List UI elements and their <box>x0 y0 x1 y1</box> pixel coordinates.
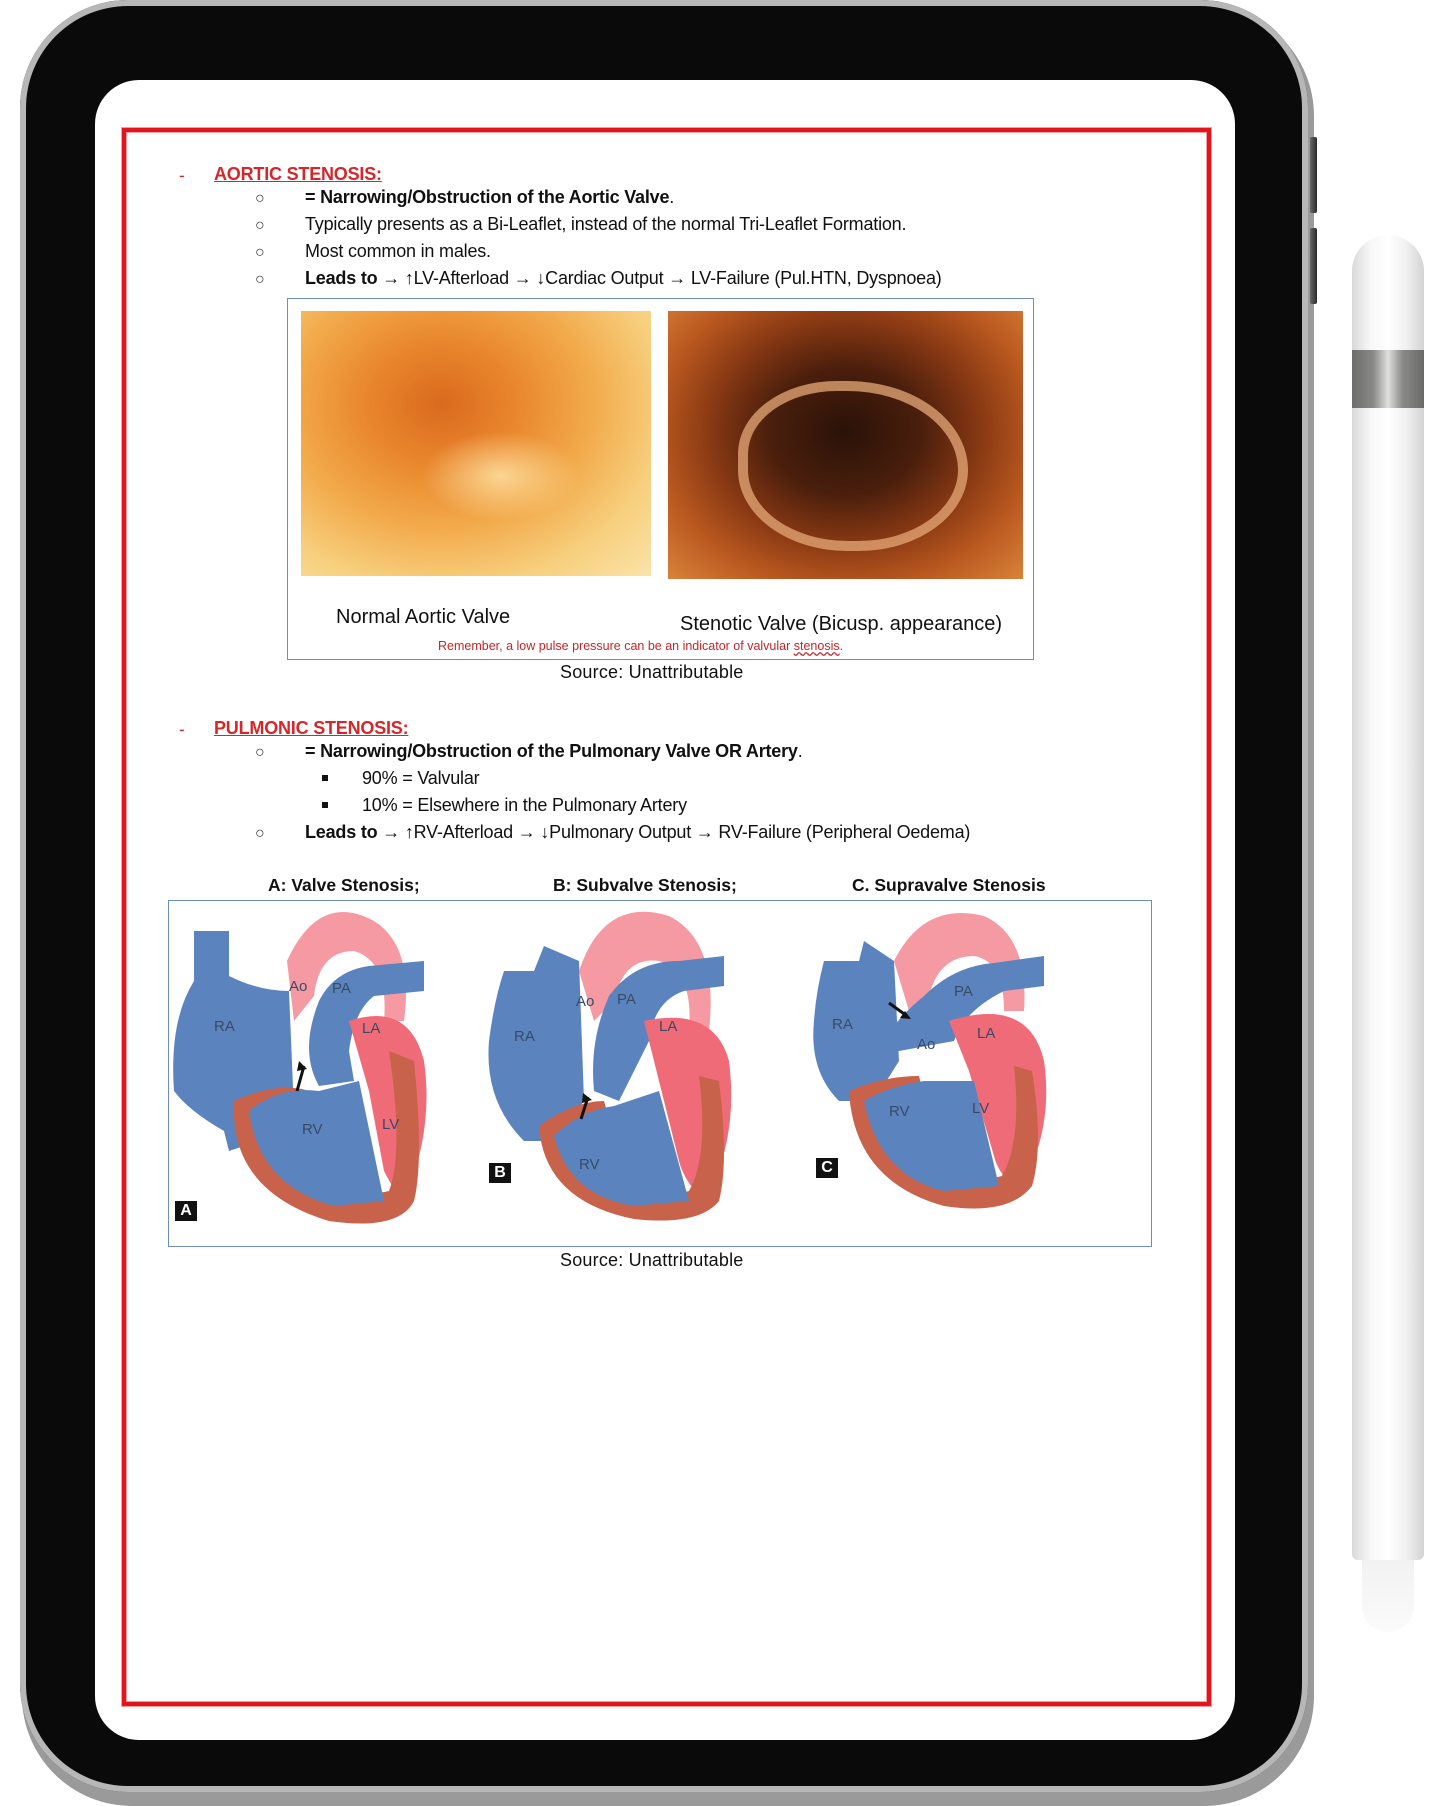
svg-text:RV: RV <box>579 1156 600 1173</box>
svg-text:PA: PA <box>617 991 636 1008</box>
bullet-circle-icon: ○ <box>255 244 265 261</box>
bullet-square-icon <box>322 802 328 808</box>
heart-illustration <box>804 901 1124 1246</box>
pulmonic-bullet-1: ○ = Narrowing/Obstruction of the Pulmonary Valve OR Artery. <box>255 741 803 761</box>
svg-text:LA: LA <box>362 1020 381 1037</box>
svg-text:LV: LV <box>972 1100 990 1117</box>
aortic-stenosis-heading: AORTIC STENOSIS: <box>214 164 382 184</box>
volume-up-button[interactable] <box>1310 137 1317 213</box>
pulmonic-bullet-2: ○ Leads to → ↑RV-Afterload → ↓Pulmonary Output → RV-Failure (Peripheral Oedema) <box>255 822 971 842</box>
svg-text:Ao: Ao <box>576 993 595 1010</box>
bullet-circle-icon: ○ <box>255 271 265 288</box>
svg-text:RA: RA <box>214 1018 235 1035</box>
stenotic-valve-photo <box>668 311 1023 579</box>
aortic-bullet-3: ○ Most common in males. <box>255 241 491 261</box>
svg-text:LA: LA <box>977 1025 996 1042</box>
heart-illustration <box>484 901 804 1246</box>
svg-text:PA: PA <box>954 983 973 1000</box>
aortic-valve-figure <box>287 298 1034 660</box>
stylus-tip <box>1362 1560 1414 1632</box>
bullet-circle-icon: ○ <box>255 825 265 842</box>
aortic-bullet-1: ○ = Narrowing/Obstruction of the Aortic Valve. <box>255 187 675 207</box>
stylus-band <box>1352 350 1424 408</box>
panel-label-b: B <box>489 1163 511 1183</box>
pulmonic-figure-source: Source: Unattributable <box>560 1250 744 1270</box>
heart-illustration <box>169 901 489 1246</box>
svg-text:Ao: Ao <box>917 1036 936 1053</box>
heart-diagram-b <box>484 901 804 1246</box>
heart-diagram-c <box>804 901 1124 1246</box>
pulmonic-stenosis-heading: PULMONIC STENOSIS: <box>214 718 409 738</box>
diagram-title-c: C. Supravalve Stenosis <box>852 875 1046 895</box>
svg-text:RA: RA <box>832 1016 853 1033</box>
bullet-square-icon <box>322 775 328 781</box>
svg-text:RV: RV <box>889 1103 910 1120</box>
svg-text:RV: RV <box>302 1121 323 1138</box>
pulmonic-stenosis-diagrams <box>168 900 1152 1247</box>
heart-diagram-a <box>169 901 489 1246</box>
svg-text:LA: LA <box>659 1018 678 1035</box>
section-dash: - <box>179 166 185 185</box>
diagram-title-b: B: Subvalve Stenosis; <box>553 875 737 895</box>
bullet-circle-icon: ○ <box>255 217 265 234</box>
svg-text:RA: RA <box>514 1028 535 1045</box>
normal-valve-caption: Normal Aortic Valve <box>336 606 511 628</box>
reminder-note: Remember, a low pulse pressure can be an indicator of valvular stenosis. <box>438 639 844 653</box>
stenotic-valve-caption: Stenotic Valve (Bicusp. appearance) <box>680 613 1003 635</box>
tablet-screen <box>95 80 1235 1740</box>
diagram-title-a: A: Valve Stenosis; <box>268 875 420 895</box>
volume-down-button[interactable] <box>1310 228 1317 304</box>
svg-text:PA: PA <box>332 980 351 997</box>
bullet-circle-icon: ○ <box>255 190 265 207</box>
svg-text:Ao: Ao <box>289 978 308 995</box>
aortic-figure-source: Source: Unattributable <box>560 662 744 682</box>
panel-label-a: A <box>175 1201 197 1221</box>
pulmonic-sub-bullet-1: 90% = Valvular <box>322 768 328 789</box>
normal-aortic-valve-photo <box>301 311 651 576</box>
panel-label-c: C <box>816 1158 838 1178</box>
section-dash: - <box>179 720 185 739</box>
aortic-bullet-4: ○ Leads to → ↑LV-Afterload → ↓Cardiac Output → LV-Failure (Pul.HTN, Dyspnoea) <box>255 268 942 288</box>
svg-text:LV: LV <box>382 1116 400 1133</box>
bullet-circle-icon: ○ <box>255 744 265 761</box>
pulmonic-sub-bullet-2: 10% = Elsewhere in the Pulmonary Artery <box>322 795 328 816</box>
stylus-pencil <box>1352 235 1424 1560</box>
aortic-bullet-2: ○ Typically presents as a Bi-Leaflet, instead of the normal Tri-Leaflet Formation. <box>255 214 907 234</box>
